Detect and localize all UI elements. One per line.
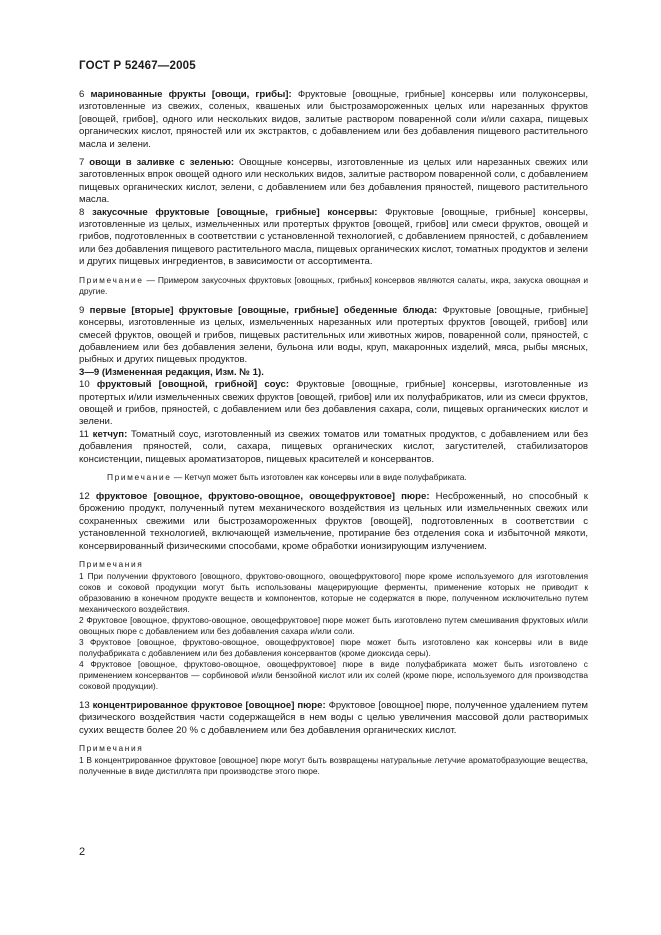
entry-number: 6 <box>79 89 85 100</box>
note-label: Примечание <box>107 471 172 482</box>
entry-number: 11 <box>79 428 89 440</box>
note-entry-8 <box>79 275 588 297</box>
term-title: фруктовый [овощной, грибной] соус: <box>96 379 290 391</box>
term-definition: Фруктовые [овощные, грибные] консервы, изготовленные из целых, измельченных нарезанных или протертых фруктов [овощей, грибов] или смесей фруктов, овощей и грибов, пищевых растительных или животных жиров, поваренной соли, пряностей, с добавлением или без добавления зелени, бульона или воды, круп, макаронных изделий, мяса, рыбы мясных, рыбных и других пищевых продуктов. <box>79 304 588 366</box>
term-title: фруктовое [овощное, фруктово-овощное, овощефруктовое] пюре: <box>95 490 430 502</box>
term-definition: Фруктовые [овощные, грибные] консервы, изготовленные из целых, измельченных или протертых фруктов [овощей, грибов] или смеси фруктов, овощей и грибов, подготовленных в соответствии с установленной технологией, с добавлением пряностей, с добавлением или без добавления пищевого растительного масла, пищевых органических кислот, томатных продуктов и зелени и других пищевых ингредиентов, в зависимости от ассортимента. <box>79 206 588 268</box>
note-text: — Примером закусочных фруктовых [овощных, грибных] консервов являются салаты, икра, закуска овощная и другие. <box>79 274 588 296</box>
entry-number: 12 <box>79 490 90 502</box>
note-item: 2 Фруктовое [овощное, фруктово-овощное, овощефруктовое] пюре может быть изготовлено путем смешивания фруктовых и/или овощных пюре с добавлением или без добавления сахара и/или соли. <box>79 615 588 636</box>
term-entry-9 <box>79 305 588 367</box>
term-entry-10 <box>79 379 588 429</box>
document-body <box>79 89 588 785</box>
note-item: 4 Фруктовое [овощное, фруктово-овощное, овощефруктовое] пюре в виде полуфабриката может быть изготовлено с применением консервантов — сорбиновой и/или бензойной кислот или их солей (кроме пюре, используемого для производства соковой продукции). <box>79 659 588 691</box>
term-entry-7 <box>79 157 588 207</box>
notes-title: Примечания <box>79 559 144 569</box>
term-entry-13 <box>79 700 588 737</box>
term-entry-8 <box>79 207 588 269</box>
note-text: — Кетчуп может быть изготовлен как консервы или в виде полуфабриката. <box>171 471 467 482</box>
page-number: 2 <box>79 846 86 858</box>
term-title: закусочные фруктовые [овощные, грибные] консервы: <box>91 206 378 218</box>
notes-entry-12 <box>79 559 588 692</box>
notes-title: Примечания <box>79 743 144 754</box>
entry-number: 8 <box>79 206 85 218</box>
term-title: первые [вторые] фруктовые [овощные, грибные] обеденные блюда: <box>89 304 438 316</box>
note-label: Примечание <box>79 274 144 285</box>
term-title: концентрированное фруктовое [овощное] пюре: <box>92 700 326 711</box>
term-title: кетчуп: <box>92 428 128 440</box>
entry-number: 10 <box>79 379 90 391</box>
entry-number: 13 <box>79 700 90 711</box>
note-item: 1 При получении фруктового [овощного, фруктово-овощного, овощефруктового] пюре кроме используемого для изготовления соков и соковой продукции могут быть использованы мацерирующие ферменты, применение которых не приводит к образованию в конечном продукте веществ и компонентов, которые не содержатся в пюре, полученном исключительно путем механического воздействия. <box>79 571 588 614</box>
note-entry-11 <box>79 472 588 483</box>
term-definition: Несброженный, но способный к брожению продукт, полученный путем механического воздействия из цельных или измельченных свежих или сохраненных свежими или быстрозамороженных фруктов [овощей], подготовленных в соответствии с установленной технологией, включающей измельчение, протирание без отделения сока и избыточной мякоти, консервированный физическими способами, кроме обработки ионизирующим излучением. <box>79 490 588 552</box>
term-entry-6 <box>79 89 588 151</box>
term-definition: Фруктовые [овощные, грибные] консервы, изготовленные из протертых и/или измельченных свежих фруктов [овощей, грибов] или их полуфабрикатов, или из смеси фруктов, овощей и грибов, пряностей, с добавлением или без добавления сахара, соли, пищевых органических кислот и зелени. <box>79 379 588 428</box>
term-definition: Фруктовое [овощное] пюре, полученное удалением путем физического воздействия части содержащейся в нем воды с целью увеличения массовой доли растворимых сухих веществ более 20 % с добавлением или без добавления органических кислот. <box>79 700 589 736</box>
note-item: 1 В концентрированное фруктовое [овощное] пюре могут быть возвращены натуральные летучие ароматобразующие вещества, полученные в виде дистиллята при производстве этого пюре. <box>79 755 588 777</box>
term-entry-11 <box>79 429 588 466</box>
entry-number: 9 <box>79 304 85 316</box>
amendment-line: 3—9 (Измененная редакция, Изм. № 1). <box>79 366 264 378</box>
term-definition: Овощные консервы, изготовленные из целых или нарезанных свежих или заготовленных впрок овощей одного или нескольких видов, залитые раствором поваренной соли, с добавлением пищевых органических кислот, зелени, с добавлением или без добавления пряностей, пищевого растительного масла. <box>79 157 589 206</box>
notes-entry-13 <box>79 743 588 777</box>
entry-number: 7 <box>79 157 85 169</box>
term-title: овощи в заливке с зеленью: <box>89 157 235 169</box>
term-definition: Фруктовые [овощные, грибные] консервы или полуконсервы, изготовленные из свежих, соленых, квашеных или быстрозамороженных целых или нарезанных фруктов [овощей, грибов], одного или нескольких видов, залитые раствором поваренной соли и/или сахара, пищевых органических кислот, пряностей или их экстрактов, с добавлением или без добавления пищевого растительного масла и зелени. <box>79 89 588 150</box>
document-header: ГОСТ Р 52467—2005 <box>79 60 196 72</box>
term-title: маринованные фрукты [овощи, грибы]: <box>90 89 292 100</box>
term-entry-12 <box>79 491 588 553</box>
term-definition: Томатный соус, изготовленный из свежих томатов или томатных продуктов, с добавлением или без добавления пряностей, соли, сахара, пищевых органических кислот, загустителей, стабилизаторов консистенции, пищевых ароматизаторов, пищевых красителей и консервантов. <box>79 428 589 465</box>
note-item: 3 Фруктовое [овощное, фруктово-овощное, овощефруктовое] пюре может быть изготовлено как консервы или в виде полуфабриката с добавлением или без добавления консервантов (кроме диоксида серы). <box>79 637 588 658</box>
